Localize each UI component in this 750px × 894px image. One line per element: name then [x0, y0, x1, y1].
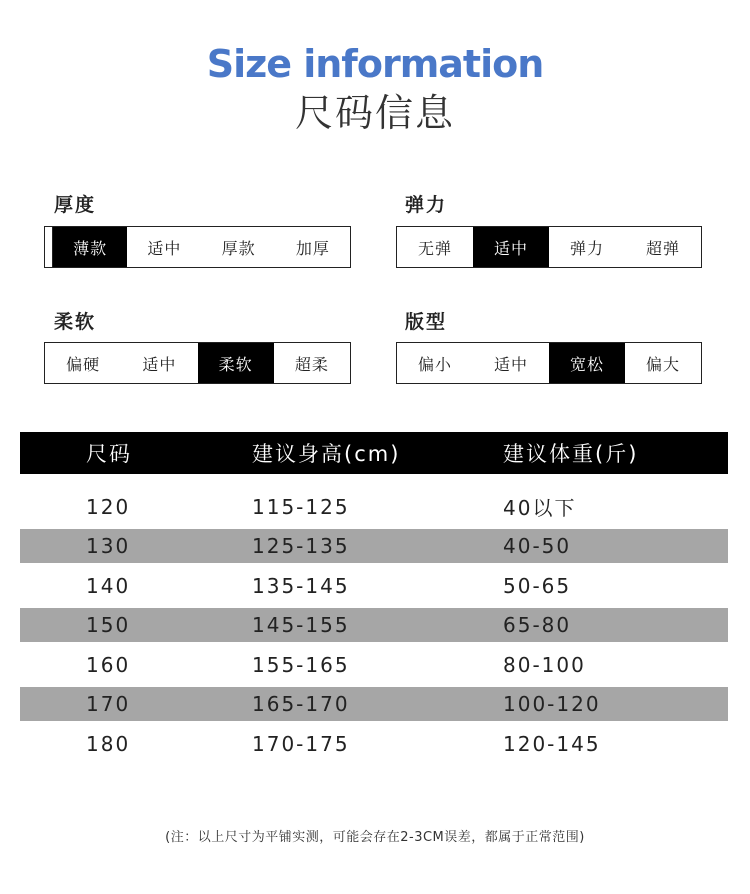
size-table — [20, 432, 728, 766]
table-row — [20, 642, 728, 687]
fit-option-medium: 适中 — [493, 354, 528, 374]
fit-option-large: 偏大 — [645, 354, 680, 374]
thickness-scale — [44, 226, 351, 268]
cell-size: 180 — [86, 731, 131, 756]
attr-label-fit: 版型 — [405, 311, 448, 333]
table-row — [20, 529, 728, 563]
attr-label-thickness: 厚度 — [54, 194, 97, 216]
elasticity-option-elastic: 弹力 — [569, 238, 604, 258]
softness-option-hard: 偏硬 — [66, 354, 101, 374]
cell-weight: 50-65 — [503, 573, 572, 598]
scale-left-stub — [45, 227, 53, 267]
attr-label-softness: 柔软 — [54, 311, 97, 333]
measurement-note: (注：以上尺寸为平铺实测，可能会存在2-3CM误差，都属于正常范围) — [165, 830, 585, 845]
cell-size: 140 — [86, 573, 131, 598]
elasticity-option-super: 超弹 — [645, 238, 680, 258]
elasticity-scale — [396, 226, 702, 268]
table-row — [20, 608, 728, 642]
elasticity-option-none: 无弹 — [417, 238, 452, 258]
cell-height: 155-165 — [252, 652, 350, 677]
thickness-option-thin: 薄款 — [53, 227, 127, 267]
size-table-header — [20, 432, 728, 474]
fit-option-loose: 宽松 — [549, 343, 625, 383]
cell-height: 125-135 — [252, 534, 350, 558]
thickness-option-thick: 厚款 — [221, 238, 256, 258]
cell-height: 145-155 — [252, 613, 350, 637]
cell-size: 130 — [86, 534, 131, 558]
cell-height: 170-175 — [252, 731, 350, 756]
cell-size: 160 — [86, 652, 131, 677]
cell-weight: 120-145 — [503, 731, 601, 756]
table-row — [20, 687, 728, 721]
thickness-option-medium: 适中 — [147, 238, 182, 258]
cell-size: 170 — [86, 692, 131, 716]
softness-option-soft: 柔软 — [198, 343, 274, 383]
fit-scale — [396, 342, 702, 384]
header-size: 尺码 — [86, 442, 132, 466]
cell-height: 165-170 — [252, 692, 350, 716]
cell-weight: 40-50 — [503, 534, 572, 558]
cell-weight: 100-120 — [503, 692, 601, 716]
table-row — [20, 563, 728, 608]
attr-label-elasticity: 弹力 — [405, 194, 448, 216]
softness-option-medium: 适中 — [142, 354, 177, 374]
table-row — [20, 484, 728, 529]
thickness-option-extra-thick: 加厚 — [295, 238, 330, 258]
header-weight: 建议体重(斤) — [503, 442, 639, 466]
title-english: Size information — [206, 42, 544, 86]
cell-weight: 80-100 — [503, 652, 586, 677]
table-row — [20, 721, 728, 766]
elasticity-option-medium: 适中 — [473, 227, 549, 267]
cell-size: 120 — [86, 494, 131, 519]
cell-height: 135-145 — [252, 573, 350, 598]
cell-weight: 65-80 — [503, 613, 572, 637]
softness-option-super-soft: 超柔 — [294, 354, 329, 374]
fit-option-small: 偏小 — [417, 354, 452, 374]
cell-size: 150 — [86, 613, 131, 637]
softness-scale — [44, 342, 351, 384]
title-chinese: 尺码信息 — [294, 91, 455, 135]
cell-weight: 40以下 — [503, 496, 577, 520]
header-height: 建议身高(cm) — [252, 442, 401, 466]
cell-height: 115-125 — [252, 494, 350, 519]
